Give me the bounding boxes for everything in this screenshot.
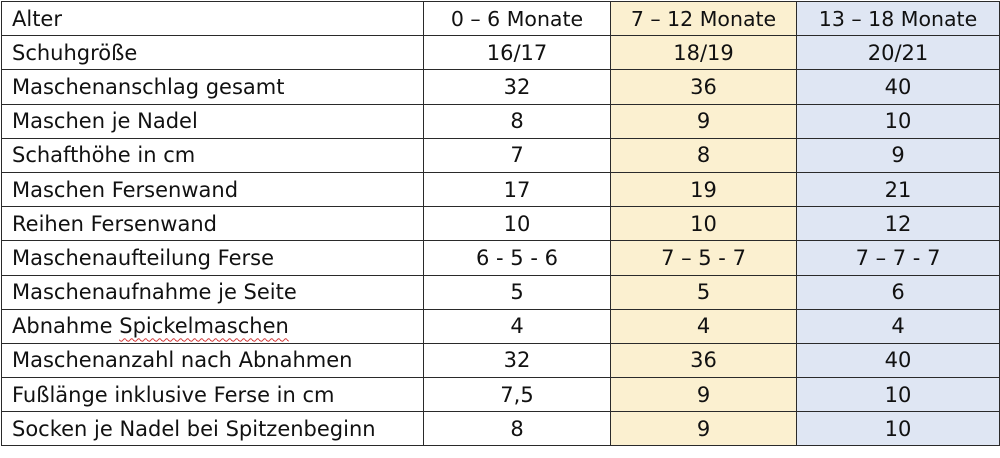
cell-value: 7 [424,138,611,172]
table-row [2,36,1000,70]
cell-value: 7 – 5 - 7 [611,241,797,275]
row-label: Maschenanzahl nach Abnahmen [2,343,424,377]
table-row [2,309,1000,343]
cell-value: 18/19 [611,36,797,70]
cell-value: 12 [797,207,1000,241]
table-row [2,70,1000,104]
cell-value: 36 [611,343,797,377]
cell-value: 10 [797,378,1000,412]
cell-value: 10 [424,207,611,241]
row-label: Maschen je Nadel [2,104,424,138]
cell-value: 10 [611,207,797,241]
row-label: Maschenaufteilung Ferse [2,241,424,275]
header-age-7-12: 7 – 12 Monate [611,2,797,36]
cell-value: 4 [797,309,1000,343]
table-row [2,378,1000,412]
cell-value: 21 [797,172,1000,206]
cell-value: 5 [611,275,797,309]
cell-value: 7 – 7 - 7 [797,241,1000,275]
cell-value: 7,5 [424,378,611,412]
cell-value: 4 [424,309,611,343]
row-label [2,309,424,343]
row-label: Maschen Fersenwand [2,172,424,206]
row-label: Fußlänge inklusive Ferse in cm [2,378,424,412]
cell-value: 32 [424,343,611,377]
table-row [2,207,1000,241]
cell-value: 40 [797,343,1000,377]
cell-value: 6 [797,275,1000,309]
table-row [2,241,1000,275]
table-row [2,412,1000,446]
header-row [2,2,1000,36]
cell-value: 19 [611,172,797,206]
row-label: Socken je Nadel bei Spitzenbeginn [2,412,424,446]
cell-value: 32 [424,70,611,104]
cell-value: 17 [424,172,611,206]
row-label: Reihen Fersenwand [2,207,424,241]
sock-size-table [1,1,1000,446]
table-row [2,104,1000,138]
cell-value: 9 [611,412,797,446]
cell-value: 9 [611,378,797,412]
cell-value: 16/17 [424,36,611,70]
cell-value: 8 [424,104,611,138]
row-label-text: Abnahme [12,314,113,339]
cell-value: 20/21 [797,36,1000,70]
row-label: Schafthöhe in cm [2,138,424,172]
header-age-13-18: 13 – 18 Monate [797,2,1000,36]
cell-value: 9 [611,104,797,138]
row-label: Maschenanschlag gesamt [2,70,424,104]
row-label: Schuhgröße [2,36,424,70]
table-row [2,275,1000,309]
cell-value: 40 [797,70,1000,104]
header-label: Alter [2,2,424,36]
spellcheck-marked-word: Spickelmaschen [119,314,289,339]
cell-value: 5 [424,275,611,309]
table-row [2,343,1000,377]
cell-value: 6 - 5 - 6 [424,241,611,275]
cell-value: 10 [797,104,1000,138]
cell-value: 8 [611,138,797,172]
cell-value: 9 [797,138,1000,172]
cell-value: 36 [611,70,797,104]
cell-value: 4 [611,309,797,343]
row-label: Maschenaufnahme je Seite [2,275,424,309]
cell-value: 10 [797,412,1000,446]
table-row [2,138,1000,172]
cell-value: 8 [424,412,611,446]
table-row [2,172,1000,206]
header-age-0-6: 0 – 6 Monate [424,2,611,36]
